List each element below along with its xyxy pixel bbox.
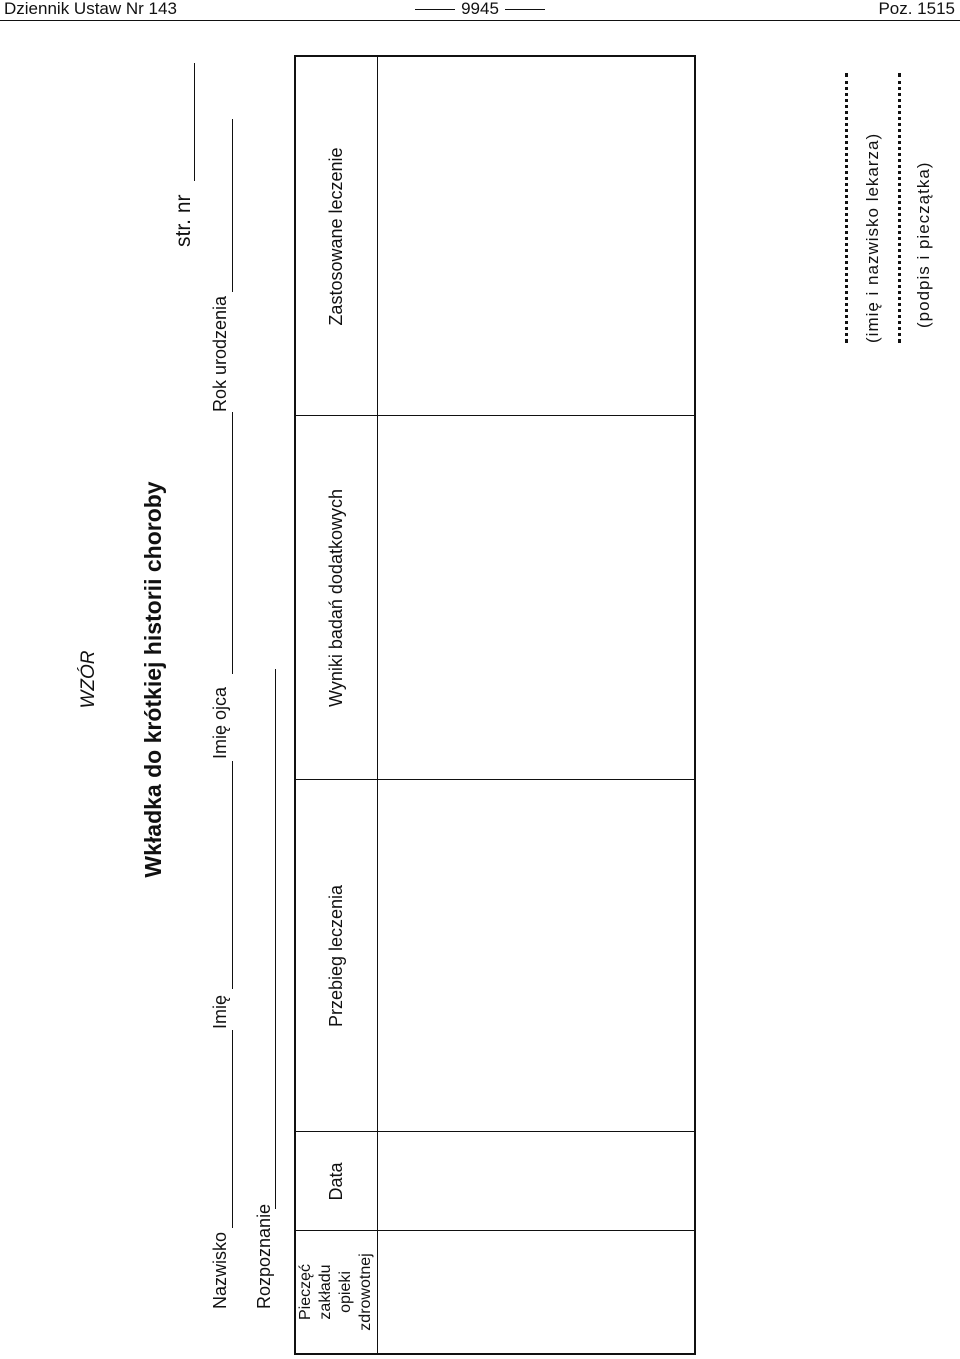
birth-year-line[interactable] [232,119,233,292]
journal-title: Dziennik Ustaw Nr 143 [4,0,177,18]
page-number: 9945 [0,0,960,19]
stamp-header: Pieczęć zakładu opieki zdrowotnej [297,1253,374,1331]
table-header-rule [377,55,378,1355]
table-left [294,1353,696,1355]
father-name-line[interactable] [232,412,233,674]
date-header: Data [326,1162,346,1201]
treatment-header: Zastosowane leczenie [326,147,346,326]
col-divider-3 [294,779,696,780]
course-header: Przebieg leczenia [326,884,346,1028]
doctor-dots[interactable] [845,73,848,343]
father-name-label: Imię ojca [210,686,230,759]
page-no-line[interactable] [194,63,195,181]
col-divider-4 [294,415,696,416]
diagnosis-label: Rozpoznanie [254,1203,274,1309]
surname-label: Nazwisko [210,1231,230,1309]
template-label: WZÓR [78,650,99,709]
first-name-line[interactable] [232,761,233,989]
table-top [294,55,296,1355]
birth-year-label: Rok urodzenia [210,295,230,412]
results-header: Wyniki badań dodatkowych [326,489,346,707]
diagnosis-line[interactable] [275,669,276,1209]
col-divider-2 [294,1131,696,1132]
doctor-name-caption: (imię i nazwisko lekarza) [863,132,882,343]
first-name-label: Imię [210,994,230,1029]
signature-caption: (podpis i pieczątka) [914,161,933,328]
page-no-label: str. nr [172,194,195,247]
table-right [294,55,696,57]
position-number: Poz. 1515 [878,0,955,18]
form-title: Wkładka do krótkiej historii choroby [140,481,166,878]
surname-line[interactable] [232,1030,233,1228]
table-bottom [694,55,696,1355]
stamp-dots[interactable] [898,73,901,343]
